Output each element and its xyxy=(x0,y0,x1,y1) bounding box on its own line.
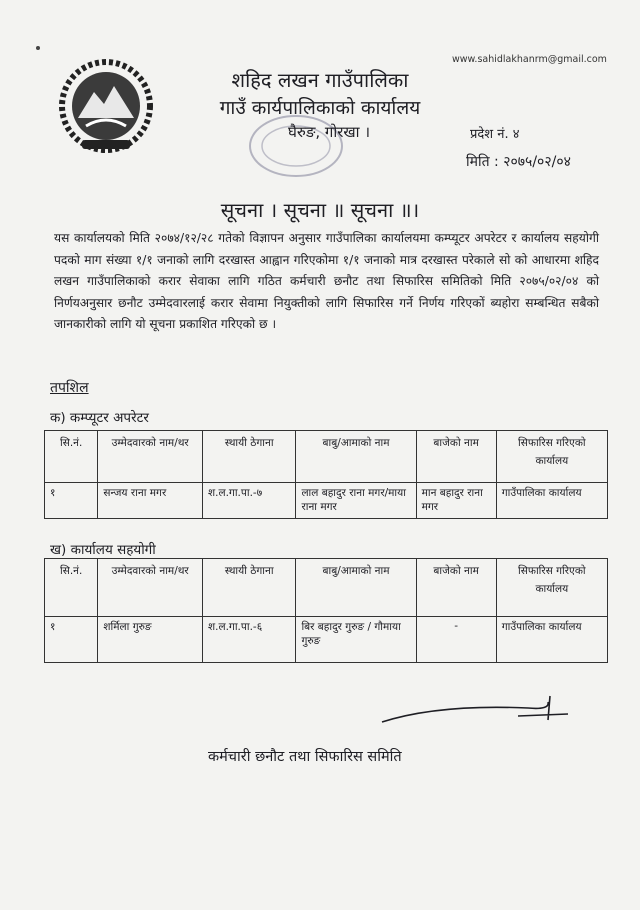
cell-parent-name: लाल बहादुर राना मगर/माया राना मगर xyxy=(296,483,416,519)
cell-candidate-name: शर्मिला गुरुङ xyxy=(98,617,203,663)
province-number: प्रदेश नं. ४ xyxy=(470,127,520,142)
col-grandfather-name: बाजेको नाम xyxy=(416,559,496,617)
office-location: घैरुङ, गोरखा । xyxy=(288,123,370,141)
office-assistant-table xyxy=(44,558,608,663)
col-candidate-name: उम्मेदवारको नाम/थर xyxy=(98,431,203,483)
col-grandfather-name: बाजेको नाम xyxy=(416,431,496,483)
cell-address: श.ल.गा.पा.-७ xyxy=(202,483,295,519)
section-a-title: क) कम्प्यूटर अपरेटर xyxy=(50,410,149,426)
col-serial: सि.नं. xyxy=(45,431,98,483)
email-address: www.sahidlakhanrm@gmail.com xyxy=(452,54,607,65)
table-row xyxy=(45,617,608,663)
cell-office: गाउँपालिका कार्यालय xyxy=(496,617,607,663)
cell-serial: १ xyxy=(45,617,98,663)
section-b-title: ख) कार्यालय सहयोगी xyxy=(50,542,156,558)
col-parent-name: बाबु/आमाको नाम xyxy=(296,431,416,483)
details-label: तपशिल xyxy=(50,380,89,396)
municipality-name: शहिद लखन गाउँपालिका xyxy=(231,68,409,92)
cell-grandfather-name: मान बहादुर राना मगर xyxy=(416,483,496,519)
col-recommended-office: सिफारिस गरिएको कार्यालय xyxy=(496,559,607,617)
signature xyxy=(378,692,578,732)
cell-parent-name: बिर बहादुर गुरुङ / गौमाया गुरुङ xyxy=(296,617,416,663)
col-parent-name: बाबु/आमाको नाम xyxy=(296,559,416,617)
table-row xyxy=(45,483,608,519)
cell-candidate-name: सन्जय राना मगर xyxy=(98,483,203,519)
col-recommended-office: सिफारिस गरिएको कार्यालय xyxy=(496,431,607,483)
cell-address: श.ल.गा.पा.-६ xyxy=(202,617,295,663)
cell-serial: १ xyxy=(45,483,98,519)
col-serial: सि.नं. xyxy=(45,559,98,617)
office-name: गाउँ कार्यपालिकाको कार्यालय xyxy=(219,97,421,119)
notice-heading: सूचना । सूचना ॥ सूचना ॥। xyxy=(220,198,420,222)
computer-operator-table xyxy=(44,430,608,519)
committee-name: कर्मचारी छनौट तथा सिफारिस समिति xyxy=(208,749,402,765)
cell-grandfather-name: - xyxy=(416,617,496,663)
col-candidate-name: उम्मेदवारको नाम/थर xyxy=(98,559,203,617)
col-permanent-address: स्थायी ठेगाना xyxy=(202,559,295,617)
speck xyxy=(36,46,40,50)
col-permanent-address: स्थायी ठेगाना xyxy=(202,431,295,483)
notice-date: मिति : २०७५/०२/०४ xyxy=(466,154,571,170)
notice-body: यस कार्यालयको मिति २०७४/१२/२८ गतेको विज्ञापन अनुसार गाउँपालिका कार्यालयमा कम्प्यूटर अपरेटर र कार्यालय सहयोगी पदको माग संख्या १/१ जनाको लागि दरखास्त आह्वान गरिएकोमा १/१ जनाको मात्र दरखास्त परेकाले सो को आधारमा शहिद लखन गाउँपालिकाको करार सेवाका लागि गठित कर्मचारी छनौट तथा सिफारिस समितिको मिति २०७५/०२/०४ को निर्णयअनुसार छनौट उम्मेदवारलाई करार सेवामा नियुक्तीको लागि सिफारिस गर्ने निर्णय गरिएकों ब्यहोरा सम्बन्धित सबैको जानकारीको लागि यो सूचना प्रकाशित गरिएको छ । xyxy=(54,231,599,331)
cell-office: गाउँपालिका कार्यालय xyxy=(496,483,607,519)
